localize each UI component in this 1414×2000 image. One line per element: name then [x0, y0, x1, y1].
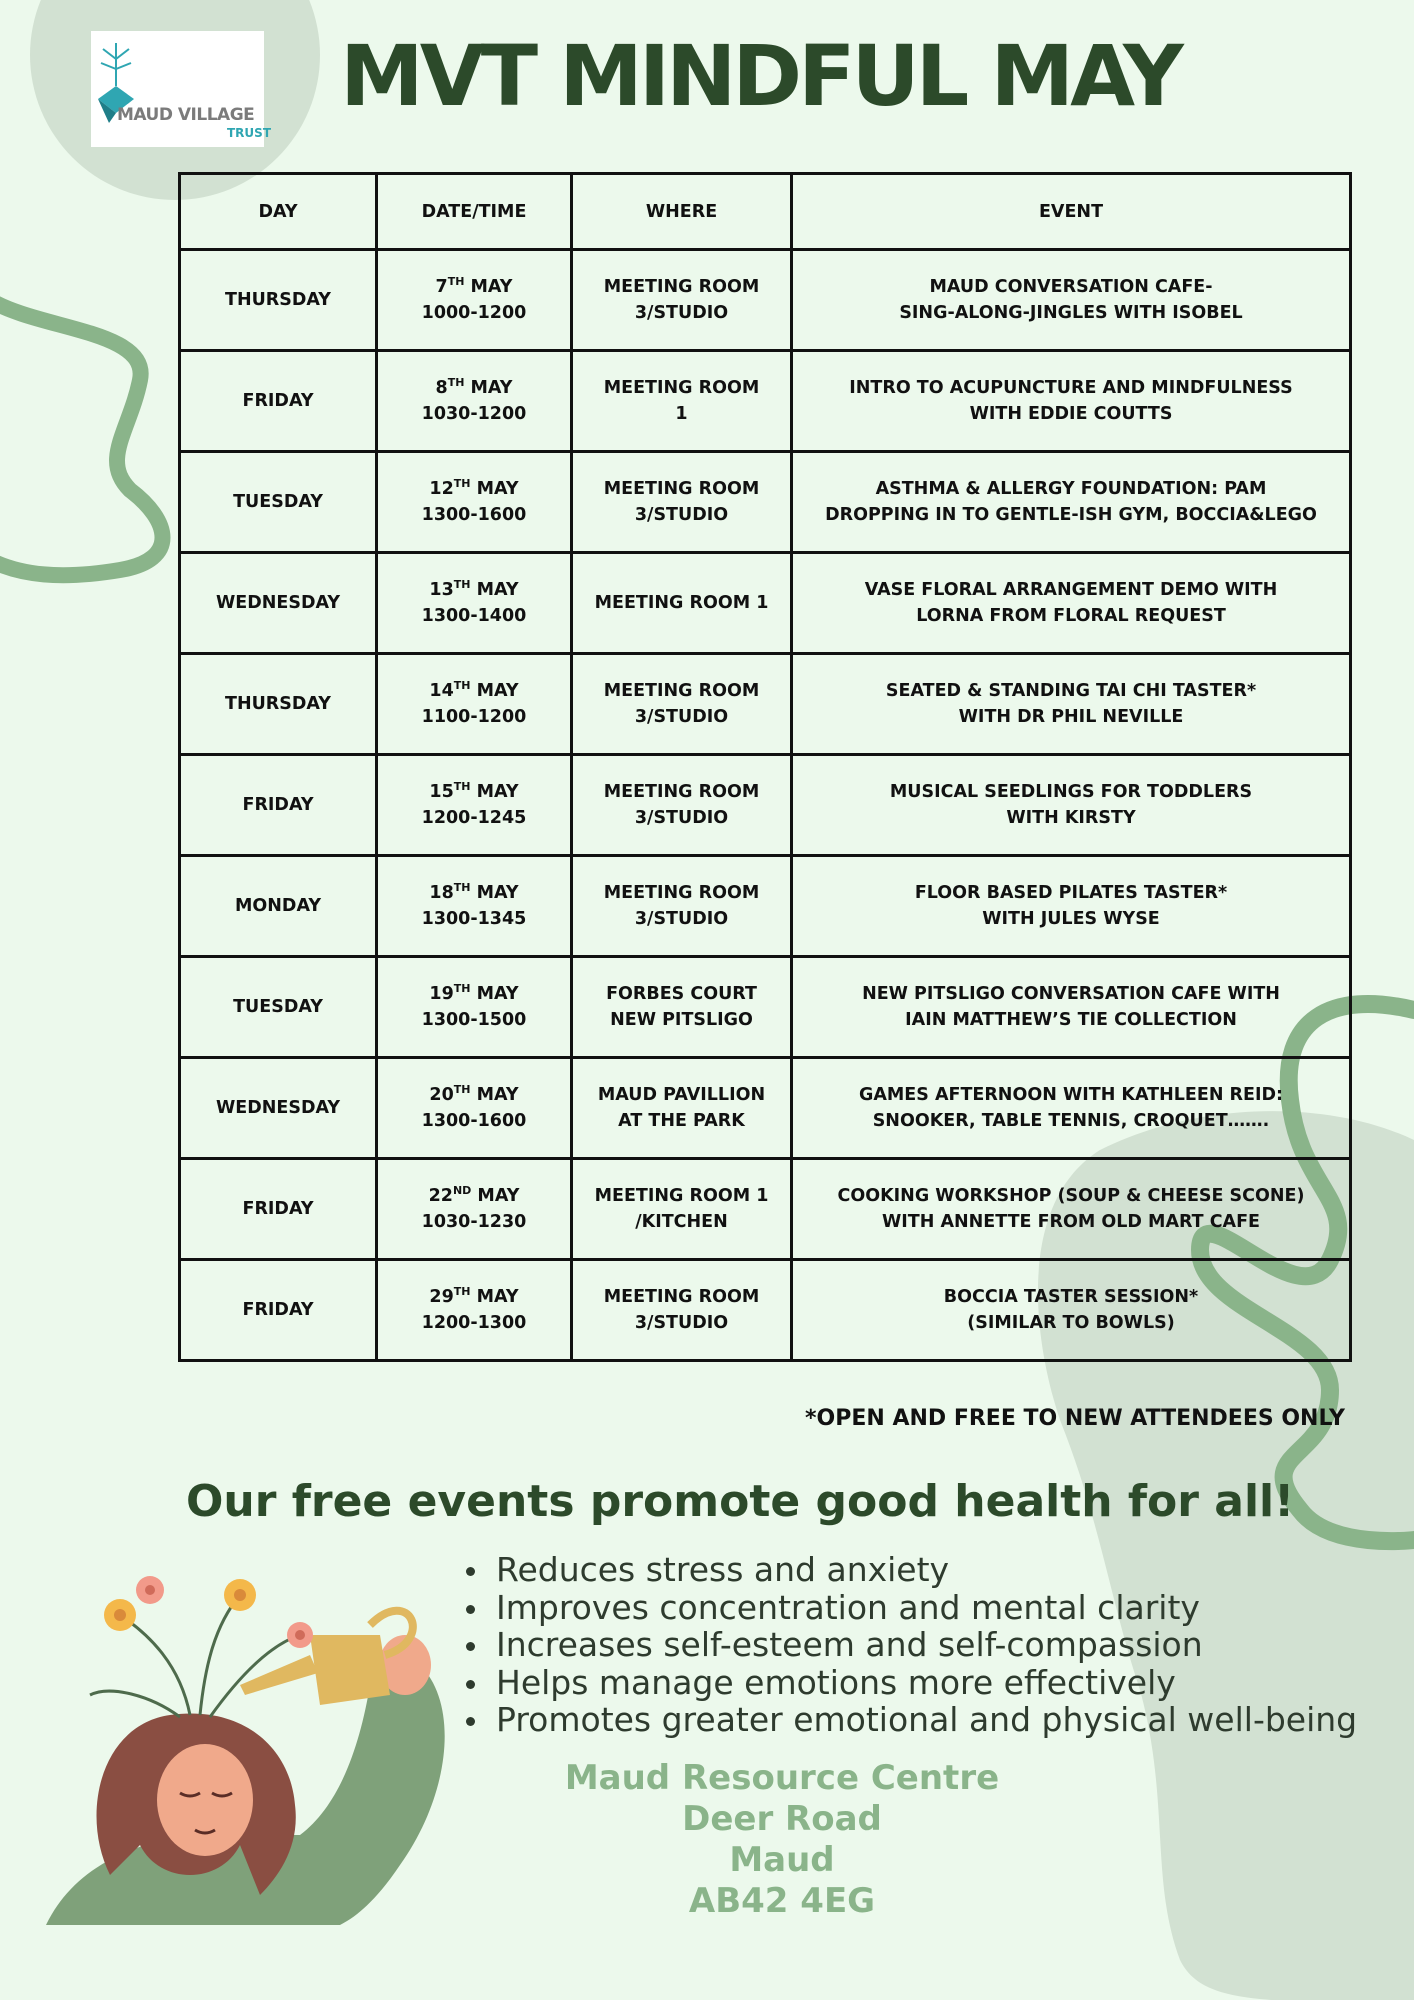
where-line-2: 3/STUDIO [634, 808, 729, 828]
where-line-1: MEETING ROOM [603, 782, 760, 802]
date-month: MAY [470, 277, 513, 297]
event-line-2: WITH EDDIE COUTTS [969, 404, 1173, 424]
time-range: 1300-1600 [421, 1111, 527, 1131]
list-item: Improves concentration and mental clarity [466, 1589, 1357, 1627]
date-number: 7 [435, 277, 448, 297]
table-row [180, 1159, 1351, 1260]
header-day: DAY [180, 174, 377, 250]
date-number: 8 [435, 378, 448, 398]
date-number: 29 [429, 1287, 454, 1307]
day-text: TUESDAY [233, 492, 323, 512]
date-suffix: TH [453, 679, 471, 692]
day-cell [180, 957, 377, 1058]
where-cell [572, 1260, 792, 1361]
date-time-cell [377, 452, 572, 553]
where-line-1: MAUD PAVILLION [597, 1085, 766, 1105]
page-title: MVT MINDFUL MAY [340, 27, 1180, 125]
date-suffix: TH [447, 275, 465, 288]
day-text: FRIDAY [242, 391, 314, 411]
where-line-1: MEETING ROOM 1 [594, 1186, 769, 1206]
event-line-1: MAUD CONVERSATION CAFE- [929, 277, 1213, 297]
where-line-2: 3/STUDIO [634, 707, 729, 727]
day-cell [180, 755, 377, 856]
event-line-1: NEW PITSLIGO CONVERSATION CAFE WITH [862, 984, 1280, 1004]
date-month: MAY [476, 681, 519, 701]
date-month: MAY [476, 984, 519, 1004]
date-time-cell [377, 1058, 572, 1159]
where-cell [572, 1159, 792, 1260]
date-month: MAY [476, 883, 519, 903]
date-month: MAY [476, 1287, 519, 1307]
day-cell [180, 654, 377, 755]
day-cell [180, 1159, 377, 1260]
event-line-1: INTRO TO ACUPUNCTURE AND MINDFULNESS [849, 378, 1293, 398]
event-line-2: LORNA FROM FLORAL REQUEST [916, 606, 1226, 626]
time-range: 1300-1500 [421, 1010, 527, 1030]
time-range: 1030-1200 [421, 404, 527, 424]
time-range: 1100-1200 [421, 707, 527, 727]
table-row [180, 452, 1351, 553]
where-cell [572, 755, 792, 856]
day-cell [180, 553, 377, 654]
where-cell [572, 553, 792, 654]
time-range: 1300-1600 [421, 505, 527, 525]
table-row [180, 250, 1351, 351]
date-suffix: ND [452, 1184, 472, 1197]
event-cell [792, 957, 1351, 1058]
event-line-2: DROPPING IN TO GENTLE-ISH GYM, BOCCIA&LEGO [825, 505, 1317, 525]
event-cell [792, 755, 1351, 856]
date-month: MAY [477, 1186, 520, 1206]
where-line-1: FORBES COURT [606, 984, 757, 1004]
event-line-1: SEATED & STANDING TAI CHI TASTER* [885, 681, 1257, 701]
date-time-cell [377, 1159, 572, 1260]
day-text: WEDNESDAY [215, 1098, 341, 1118]
date-suffix: TH [453, 1285, 471, 1298]
table-row [180, 553, 1351, 654]
day-text: FRIDAY [242, 795, 314, 815]
venue-address [522, 1758, 1042, 1922]
logo-subtext: TRUST [227, 126, 271, 140]
date-suffix: TH [453, 881, 471, 894]
event-cell [792, 250, 1351, 351]
date-month: MAY [476, 580, 519, 600]
table-row [180, 755, 1351, 856]
list-item: Increases self-esteem and self-compassion [466, 1626, 1357, 1664]
date-time-cell [377, 553, 572, 654]
left-squiggle [0, 300, 163, 575]
date-suffix: TH [453, 477, 471, 490]
maud-village-trust-logo [91, 31, 271, 147]
day-cell [180, 351, 377, 452]
table-row [180, 351, 1351, 452]
where-cell [572, 1058, 792, 1159]
event-line-1: MUSICAL SEEDLINGS FOR TODDLERS [889, 782, 1253, 802]
table-row [180, 856, 1351, 957]
date-month: MAY [476, 782, 519, 802]
event-cell [792, 1260, 1351, 1361]
where-line-2: 3/STUDIO [634, 1313, 729, 1333]
where-line-2: /KITCHEN [635, 1212, 728, 1232]
date-time-cell [377, 856, 572, 957]
where-line-1: MEETING ROOM [603, 479, 760, 499]
date-suffix: TH [447, 376, 465, 389]
address-line: Maud [729, 1840, 835, 1880]
date-number: 15 [429, 782, 454, 802]
date-number: 19 [429, 984, 454, 1004]
list-item: Reduces stress and anxiety [466, 1551, 1357, 1589]
header-date-time: DATE/TIME [377, 174, 572, 250]
table-row [180, 1260, 1351, 1361]
attendee-note: *OPEN AND FREE TO NEW ATTENDEES ONLY [805, 1406, 1345, 1431]
where-line-2: 3/STUDIO [634, 909, 729, 929]
logo-text: MAUD VILLAGE [117, 105, 255, 125]
header-event: EVENT [792, 174, 1351, 250]
event-line-2: SING-ALONG-JINGLES WITH ISOBEL [899, 303, 1243, 323]
day-cell [180, 1260, 377, 1361]
time-range: 1000-1200 [421, 303, 527, 323]
address-line: AB42 4EG [688, 1881, 876, 1921]
day-text: FRIDAY [242, 1300, 314, 1320]
day-text: TUESDAY [233, 997, 323, 1017]
date-time-cell [377, 957, 572, 1058]
date-month: MAY [476, 479, 519, 499]
date-suffix: TH [453, 780, 471, 793]
time-range: 1200-1245 [421, 808, 527, 828]
time-range: 1200-1300 [421, 1313, 527, 1333]
where-line-1: MEETING ROOM [603, 681, 760, 701]
event-cell [792, 553, 1351, 654]
where-line-2: 1 [675, 404, 688, 424]
event-line-1: VASE FLORAL ARRANGEMENT DEMO WITH [864, 580, 1278, 600]
event-line-1: FLOOR BASED PILATES TASTER* [914, 883, 1228, 903]
event-cell [792, 856, 1351, 957]
list-item: Helps manage emotions more effectively [466, 1664, 1357, 1702]
date-number: 22 [428, 1186, 453, 1206]
event-line-1: GAMES AFTERNOON WITH KATHLEEN REID: [858, 1085, 1284, 1105]
where-cell [572, 856, 792, 957]
where-line-2: NEW PITSLIGO [610, 1010, 753, 1030]
where-line-1: MEETING ROOM [603, 883, 760, 903]
date-number: 14 [429, 681, 454, 701]
event-line-2: WITH ANNETTE FROM OLD MART CAFE [881, 1212, 1261, 1232]
event-line-2: WITH JULES WYSE [982, 909, 1160, 929]
day-text: FRIDAY [242, 1199, 314, 1219]
where-line-1: MEETING ROOM 1 [594, 593, 769, 613]
day-cell [180, 856, 377, 957]
date-suffix: TH [453, 578, 471, 591]
where-line-2: 3/STUDIO [634, 303, 729, 323]
table-header-row [180, 174, 1351, 250]
where-cell [572, 654, 792, 755]
day-cell [180, 1058, 377, 1159]
event-line-2: (SIMILAR TO BOWLS) [967, 1313, 1175, 1333]
where-cell [572, 250, 792, 351]
date-time-cell [377, 654, 572, 755]
event-line-2: SNOOKER, TABLE TENNIS, CROQUET……. [872, 1111, 1270, 1131]
date-number: 13 [429, 580, 454, 600]
schedule-table [178, 172, 1352, 1362]
date-number: 20 [429, 1085, 454, 1105]
table-row [180, 957, 1351, 1058]
event-cell [792, 1159, 1351, 1260]
date-suffix: TH [453, 982, 471, 995]
date-time-cell [377, 351, 572, 452]
event-cell [792, 1058, 1351, 1159]
event-line-2: WITH DR PHIL NEVILLE [958, 707, 1184, 727]
date-month: MAY [476, 1085, 519, 1105]
tagline: Our free events promote good health for all! [186, 1476, 1295, 1527]
list-item: Promotes greater emotional and physical well-being [466, 1701, 1357, 1739]
day-text: THURSDAY [225, 694, 331, 714]
date-number: 18 [429, 883, 454, 903]
day-text: MONDAY [234, 896, 321, 916]
where-line-2: AT THE PARK [618, 1111, 745, 1131]
event-cell [792, 452, 1351, 553]
time-range: 1300-1400 [421, 606, 527, 626]
table-row [180, 1058, 1351, 1159]
date-month: MAY [470, 378, 513, 398]
event-line-2: WITH KIRSTY [1006, 808, 1136, 828]
where-line-1: MEETING ROOM [603, 378, 760, 398]
where-cell [572, 957, 792, 1058]
table-row [180, 654, 1351, 755]
address-line: Deer Road [682, 1799, 882, 1839]
woman-watering-flowers-illustration [40, 1545, 490, 1930]
address-line: Maud Resource Centre [564, 1758, 1000, 1798]
date-time-cell [377, 250, 572, 351]
where-cell [572, 452, 792, 553]
where-line-2: 3/STUDIO [634, 505, 729, 525]
day-cell [180, 250, 377, 351]
day-cell [180, 452, 377, 553]
where-cell [572, 351, 792, 452]
time-range: 1300-1345 [421, 909, 527, 929]
date-suffix: TH [453, 1083, 471, 1096]
where-line-1: MEETING ROOM [603, 277, 760, 297]
event-cell [792, 351, 1351, 452]
event-cell [792, 654, 1351, 755]
date-time-cell [377, 1260, 572, 1361]
event-line-2: IAIN MATTHEW’S TIE COLLECTION [905, 1010, 1237, 1030]
day-text: THURSDAY [225, 290, 331, 310]
day-text: WEDNESDAY [215, 593, 341, 613]
benefits-list [466, 1551, 1357, 1739]
header-where: WHERE [572, 174, 792, 250]
event-line-1: COOKING WORKSHOP (SOUP & CHEESE SCONE) [837, 1186, 1305, 1206]
date-time-cell [377, 755, 572, 856]
event-line-1: ASTHMA & ALLERGY FOUNDATION: PAM [875, 479, 1267, 499]
event-line-1: BOCCIA TASTER SESSION* [943, 1287, 1199, 1307]
date-number: 12 [429, 479, 454, 499]
where-line-1: MEETING ROOM [603, 1287, 760, 1307]
time-range: 1030-1230 [421, 1212, 527, 1232]
